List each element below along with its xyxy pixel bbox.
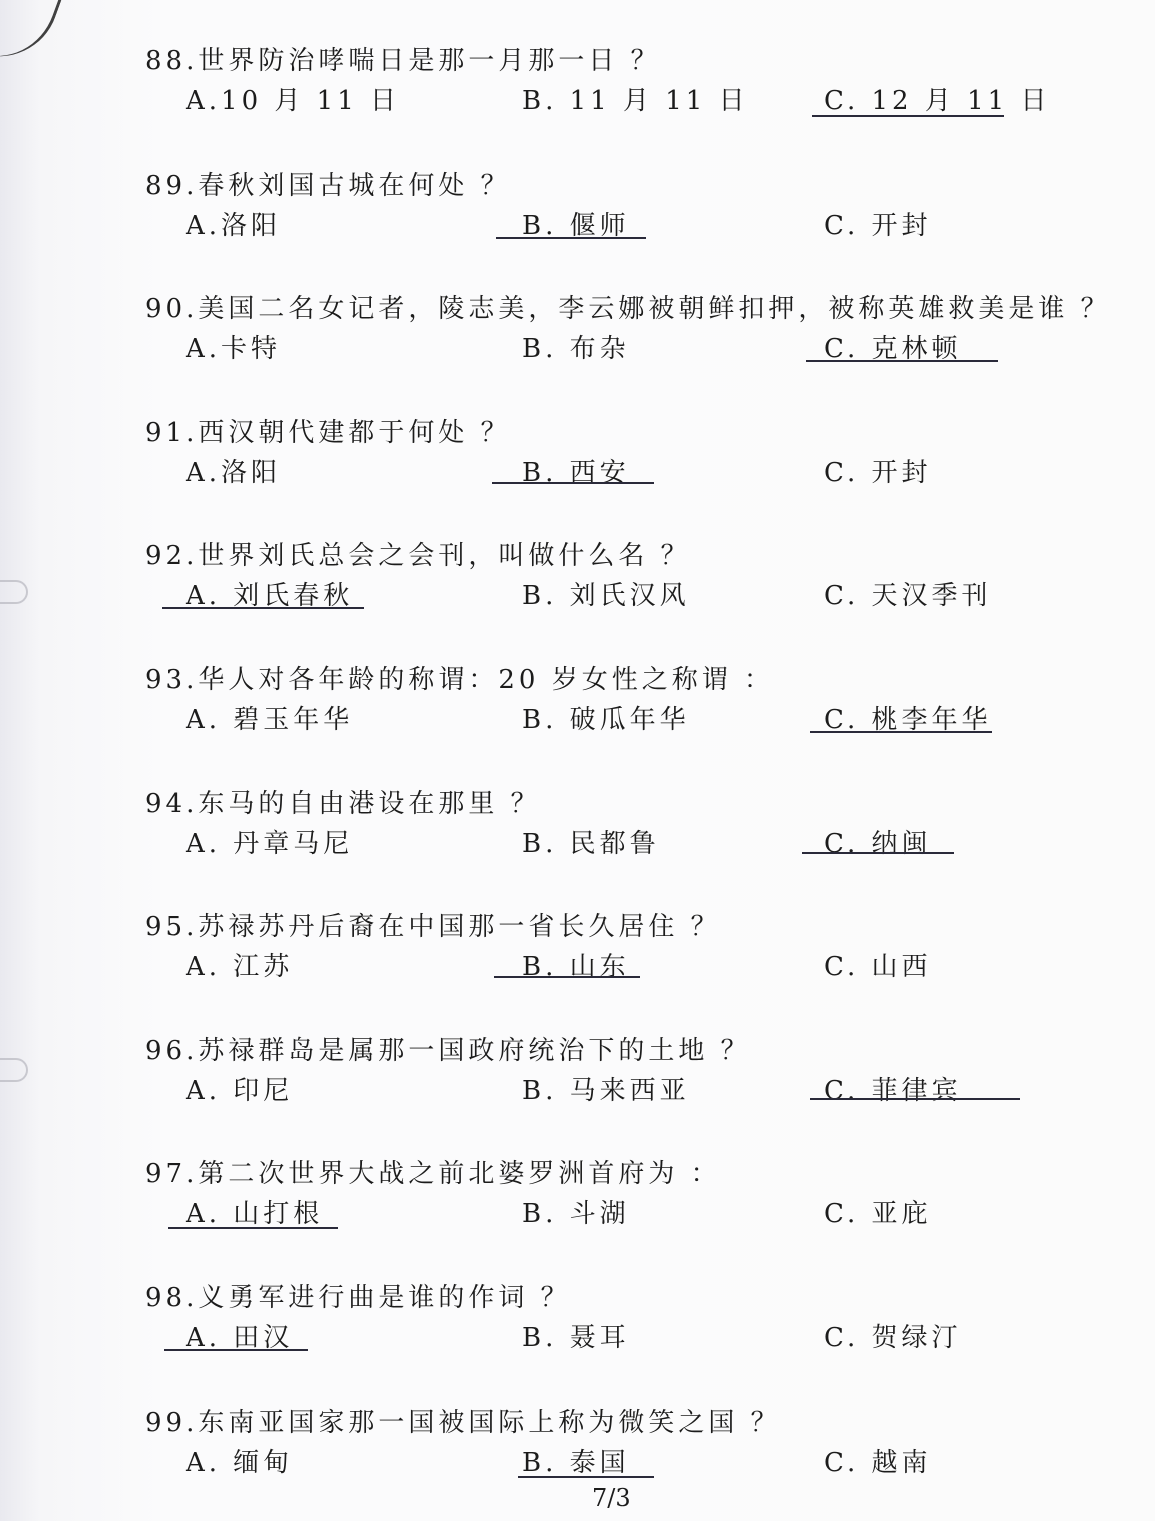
option-b: B. 马来西亚: [522, 1076, 690, 1106]
option-a: A.洛阳: [186, 211, 282, 241]
option-b: B. 斗湖: [522, 1199, 630, 1229]
question-text: 91.西汉朝代建都于何处 ？: [145, 418, 511, 448]
option-b: B. 山东: [522, 952, 630, 982]
option-b: B. 破瓜年华: [522, 705, 690, 735]
question-text: 97.第二次世界大战之前北婆罗洲首府为 ：: [145, 1159, 721, 1189]
answer-underline: [518, 1476, 654, 1478]
answer-underline: [802, 852, 954, 854]
answer-underline: [164, 1349, 308, 1351]
option-a: A.洛阳: [186, 458, 282, 488]
answer-underline: [494, 976, 640, 978]
option-b: B. 西安: [522, 458, 630, 488]
question-90: [0, 288, 1155, 398]
option-a: A.10 月 11 日: [186, 86, 401, 116]
question-text: 89.春秋刘国古城在何处 ？: [145, 171, 511, 201]
question-95: [0, 906, 1155, 1016]
option-c: C. 菲律宾: [824, 1076, 962, 1106]
option-c: C. 天汉季刊: [824, 581, 992, 611]
option-b: B. 偃师: [522, 211, 630, 241]
answer-underline: [806, 360, 998, 362]
question-89: [0, 165, 1155, 275]
question-92: [0, 535, 1155, 645]
question-text: 93.华人对各年龄的称谓：20 岁女性之称谓 ：: [145, 665, 774, 695]
option-b: B. 刘氏汉风: [522, 581, 690, 611]
question-text: 88.世界防治哮喘日是那一月那一日 ？: [145, 46, 661, 76]
question-94: [0, 783, 1155, 893]
answer-underline: [812, 115, 1004, 117]
question-88: [0, 40, 1155, 150]
option-a: A. 缅甸: [186, 1448, 294, 1478]
question-text: 92.世界刘氏总会之会刊，叫做什么名 ？: [145, 541, 691, 571]
option-a: A. 刘氏春秋: [186, 581, 354, 611]
question-text: 95.苏禄苏丹后裔在中国那一省长久居住 ？: [145, 912, 721, 942]
answer-underline: [492, 482, 654, 484]
answer-underline: [496, 237, 646, 239]
option-b: B. 聂耳: [522, 1323, 630, 1353]
answer-underline: [168, 1227, 338, 1229]
answer-underline: [810, 1098, 1020, 1100]
page-number: 7/3: [592, 1484, 631, 1512]
option-b: B. 布杂: [522, 334, 630, 364]
option-a: A. 江苏: [186, 952, 294, 982]
option-b: B. 11 月 11 日: [522, 86, 749, 116]
option-a: A. 碧玉年华: [186, 705, 354, 735]
option-c: C. 桃李年华: [824, 705, 992, 735]
question-text: 90.美国二名女记者，陵志美，李云娜被朝鲜扣押，被称英雄救美是谁 ？: [145, 294, 1111, 324]
question-text: 99.东南亚国家那一国被国际上称为微笑之国 ？: [145, 1408, 781, 1438]
option-c: C. 贺绿汀: [824, 1323, 962, 1353]
option-c: C. 山西: [824, 952, 932, 982]
option-c: C. 纳闽: [824, 829, 932, 859]
question-93: [0, 659, 1155, 769]
question-text: 94.东马的自由港设在那里 ？: [145, 789, 541, 819]
option-a: A. 田汉: [186, 1323, 294, 1353]
option-c: C. 开封: [824, 458, 932, 488]
option-b: B. 民都鲁: [522, 829, 660, 859]
option-c: C. 亚庇: [824, 1199, 932, 1229]
option-c: C. 克林顿: [824, 334, 962, 364]
option-c: C. 开封: [824, 211, 932, 241]
answer-underline: [162, 607, 364, 609]
option-c: C. 12 月 11 日: [824, 86, 1051, 116]
option-a: A. 印尼: [186, 1076, 294, 1106]
question-96: [0, 1030, 1155, 1140]
option-a: A. 丹章马尼: [186, 829, 354, 859]
question-97: [0, 1153, 1155, 1263]
question-99: [0, 1402, 1155, 1512]
option-c: C. 越南: [824, 1448, 932, 1478]
question-98: [0, 1277, 1155, 1387]
question-text: 98.义勇军进行曲是谁的作词 ？: [145, 1283, 571, 1313]
answer-underline: [810, 731, 992, 733]
option-b: B. 泰国: [522, 1448, 630, 1478]
question-text: 96.苏禄群岛是属那一国政府统治下的土地 ？: [145, 1036, 751, 1066]
option-a: A.卡特: [186, 334, 282, 364]
question-91: [0, 412, 1155, 522]
option-a: A. 山打根: [186, 1199, 324, 1229]
